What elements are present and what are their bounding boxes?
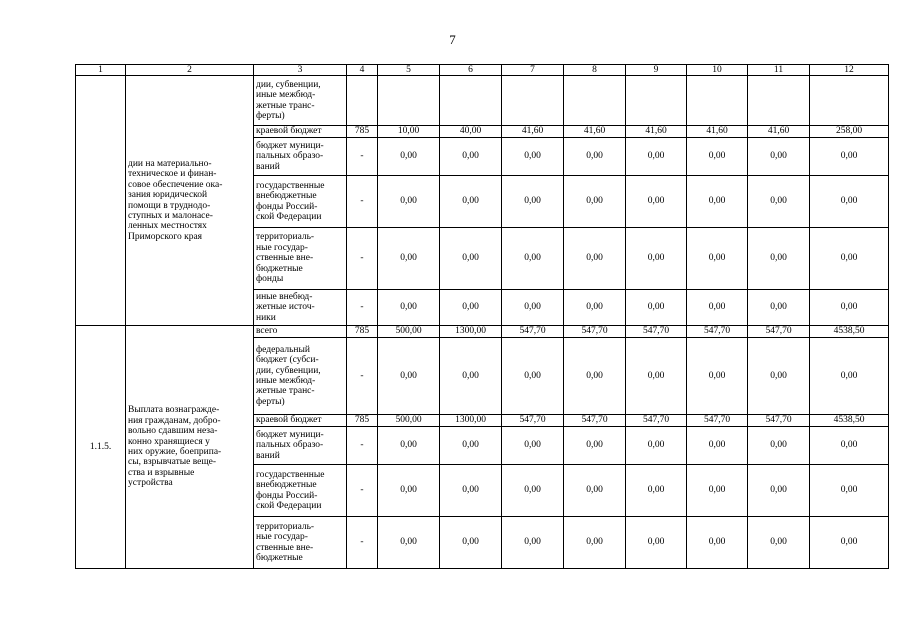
value-cell-col6: 0,00 (440, 228, 502, 290)
item-number-cell: 1.1.5. (76, 326, 126, 569)
value-cell-col8 (564, 76, 626, 126)
value-cell-col11: 0,00 (748, 138, 810, 176)
value-cell-col6: 1300,00 (440, 326, 502, 338)
header-cell-3: 3 (254, 65, 347, 76)
value-cell-col12: 0,00 (810, 427, 889, 465)
value-cell-col4: - (347, 290, 378, 326)
value-cell-col10: 547,70 (687, 326, 748, 338)
header-cell-4: 4 (347, 65, 378, 76)
value-cell-col9: 0,00 (626, 465, 687, 517)
value-cell-col11: 547,70 (748, 326, 810, 338)
value-cell-col9: 0,00 (626, 338, 687, 415)
value-cell-col5: 0,00 (378, 228, 440, 290)
value-cell-col5: 500,00 (378, 415, 440, 427)
funding-source-cell: территориаль- ные государ- ственные вне- бюджетные (254, 517, 347, 569)
table-row (76, 76, 889, 126)
value-cell-col7: 0,00 (502, 517, 564, 569)
item-description: Выплата вознагражде- ния гражданам, добро- вольно сдавшим неза- конно хранящиеся у них оружие, боеприпа- сы, взрывчатые веще- ства и взрывные устройства (126, 326, 254, 569)
table-row (76, 326, 889, 338)
value-cell-col4: - (347, 138, 378, 176)
header-cell-10: 10 (687, 65, 748, 76)
budget-table (75, 64, 889, 569)
header-cell-7: 7 (502, 65, 564, 76)
funding-source-cell: всего (254, 326, 347, 338)
value-cell-col11: 0,00 (748, 228, 810, 290)
value-cell-col10: 0,00 (687, 176, 748, 228)
funding-source-cell: дии, субвенции, иные межбюд- жетные транс- ферты) (254, 76, 347, 126)
value-cell-col5 (378, 76, 440, 126)
value-cell-col9: 0,00 (626, 138, 687, 176)
value-cell-col4: - (347, 176, 378, 228)
value-cell-col5: 500,00 (378, 326, 440, 338)
value-cell-col7: 547,70 (502, 415, 564, 427)
funding-source-cell: государственные внебюджетные фонды Россий- ской Федерации (254, 465, 347, 517)
value-cell-col9: 0,00 (626, 176, 687, 228)
value-cell-col12: 0,00 (810, 338, 889, 415)
header-row (76, 65, 889, 76)
value-cell-col6 (440, 76, 502, 126)
funding-source-cell: бюджет муници- пальных образо- ваний (254, 427, 347, 465)
value-cell-col9: 0,00 (626, 517, 687, 569)
value-cell-col7: 0,00 (502, 290, 564, 326)
value-cell-col4: - (347, 228, 378, 290)
value-cell-col11: 0,00 (748, 517, 810, 569)
value-cell-col6: 0,00 (440, 138, 502, 176)
continued-item-description: дии на материально- техническое и финан- совое обеспечение ока- зания юридической помощи в труднодо- ступных и малонасе- ленных местностях Приморского края (126, 76, 254, 326)
value-cell-col7: 0,00 (502, 338, 564, 415)
value-cell-col4 (347, 76, 378, 126)
value-cell-col12: 0,00 (810, 138, 889, 176)
value-cell-col8: 0,00 (564, 427, 626, 465)
value-cell-col9: 547,70 (626, 415, 687, 427)
funding-source-cell: иные внебюд- жетные источ- ники (254, 290, 347, 326)
header-cell-11: 11 (748, 65, 810, 76)
value-cell-col10: 0,00 (687, 465, 748, 517)
value-cell-col5: 0,00 (378, 427, 440, 465)
value-cell-col11: 0,00 (748, 290, 810, 326)
value-cell-col12: 258,00 (810, 126, 889, 138)
value-cell-col4: 785 (347, 415, 378, 427)
value-cell-col12 (810, 76, 889, 126)
funding-source-cell: бюджет муници- пальных образо- ваний (254, 138, 347, 176)
header-cell-12: 12 (810, 65, 889, 76)
funding-source-cell: краевой бюджет (254, 126, 347, 138)
value-cell-col10: 0,00 (687, 138, 748, 176)
value-cell-col11 (748, 76, 810, 126)
value-cell-col5: 0,00 (378, 138, 440, 176)
header-cell-9: 9 (626, 65, 687, 76)
value-cell-col10: 0,00 (687, 228, 748, 290)
value-cell-col11: 41,60 (748, 126, 810, 138)
value-cell-col7: 0,00 (502, 138, 564, 176)
header-cell-1: 1 (76, 65, 126, 76)
value-cell-col5: 0,00 (378, 290, 440, 326)
funding-source-cell: федеральный бюджет (субси- дии, субвенции, иные межбюд- жетные транс- ферты) (254, 338, 347, 415)
value-cell-col4: - (347, 517, 378, 569)
value-cell-col7: 0,00 (502, 465, 564, 517)
value-cell-col6: 1300,00 (440, 415, 502, 427)
value-cell-col8: 0,00 (564, 228, 626, 290)
value-cell-col12: 0,00 (810, 228, 889, 290)
value-cell-col10: 0,00 (687, 290, 748, 326)
value-cell-col7 (502, 76, 564, 126)
value-cell-col9 (626, 76, 687, 126)
funding-source-cell: территориаль- ные государ- ственные вне- бюджетные фонды (254, 228, 347, 290)
value-cell-col12: 0,00 (810, 465, 889, 517)
value-cell-col7: 0,00 (502, 176, 564, 228)
value-cell-col8: 547,70 (564, 415, 626, 427)
value-cell-col6: 0,00 (440, 290, 502, 326)
value-cell-col8: 0,00 (564, 176, 626, 228)
value-cell-col9: 0,00 (626, 427, 687, 465)
value-cell-col4: - (347, 465, 378, 517)
value-cell-col10: 0,00 (687, 427, 748, 465)
value-cell-col10: 0,00 (687, 517, 748, 569)
value-cell-col6: 0,00 (440, 465, 502, 517)
value-cell-col10: 0,00 (687, 338, 748, 415)
value-cell-col11: 0,00 (748, 465, 810, 517)
value-cell-col8: 41,60 (564, 126, 626, 138)
value-cell-col8: 0,00 (564, 517, 626, 569)
value-cell-col4: 785 (347, 126, 378, 138)
value-cell-col10: 41,60 (687, 126, 748, 138)
value-cell-col12: 0,00 (810, 517, 889, 569)
value-cell-col9: 0,00 (626, 290, 687, 326)
value-cell-col8: 0,00 (564, 138, 626, 176)
page-number: 7 (449, 32, 456, 47)
value-cell-col7: 41,60 (502, 126, 564, 138)
value-cell-col11: 547,70 (748, 415, 810, 427)
value-cell-col7: 547,70 (502, 326, 564, 338)
value-cell-col8: 0,00 (564, 338, 626, 415)
value-cell-col4: - (347, 338, 378, 415)
value-cell-col11: 0,00 (748, 176, 810, 228)
continued-item-number-cell (76, 76, 126, 326)
value-cell-col8: 0,00 (564, 465, 626, 517)
value-cell-col6: 0,00 (440, 176, 502, 228)
value-cell-col9: 0,00 (626, 228, 687, 290)
value-cell-col10: 547,70 (687, 415, 748, 427)
value-cell-col9: 41,60 (626, 126, 687, 138)
value-cell-col6: 0,00 (440, 427, 502, 465)
header-cell-5: 5 (378, 65, 440, 76)
header-cell-6: 6 (440, 65, 502, 76)
header-cell-8: 8 (564, 65, 626, 76)
value-cell-col6: 0,00 (440, 338, 502, 415)
value-cell-col8: 0,00 (564, 290, 626, 326)
value-cell-col4: 785 (347, 326, 378, 338)
value-cell-col11: 0,00 (748, 338, 810, 415)
value-cell-col5: 0,00 (378, 517, 440, 569)
value-cell-col10 (687, 76, 748, 126)
value-cell-col12: 4538,50 (810, 415, 889, 427)
value-cell-col12: 4538,50 (810, 326, 889, 338)
value-cell-col5: 0,00 (378, 176, 440, 228)
value-cell-col7: 0,00 (502, 427, 564, 465)
value-cell-col6: 40,00 (440, 126, 502, 138)
value-cell-col4: - (347, 427, 378, 465)
value-cell-col11: 0,00 (748, 427, 810, 465)
funding-source-cell: краевой бюджет (254, 415, 347, 427)
value-cell-col7: 0,00 (502, 228, 564, 290)
value-cell-col8: 547,70 (564, 326, 626, 338)
value-cell-col6: 0,00 (440, 517, 502, 569)
header-cell-2: 2 (126, 65, 254, 76)
funding-source-cell: государственные внебюджетные фонды Россий- ской Федерации (254, 176, 347, 228)
value-cell-col12: 0,00 (810, 176, 889, 228)
value-cell-col5: 10,00 (378, 126, 440, 138)
value-cell-col5: 0,00 (378, 338, 440, 415)
value-cell-col5: 0,00 (378, 465, 440, 517)
value-cell-col12: 0,00 (810, 290, 889, 326)
value-cell-col9: 547,70 (626, 326, 687, 338)
